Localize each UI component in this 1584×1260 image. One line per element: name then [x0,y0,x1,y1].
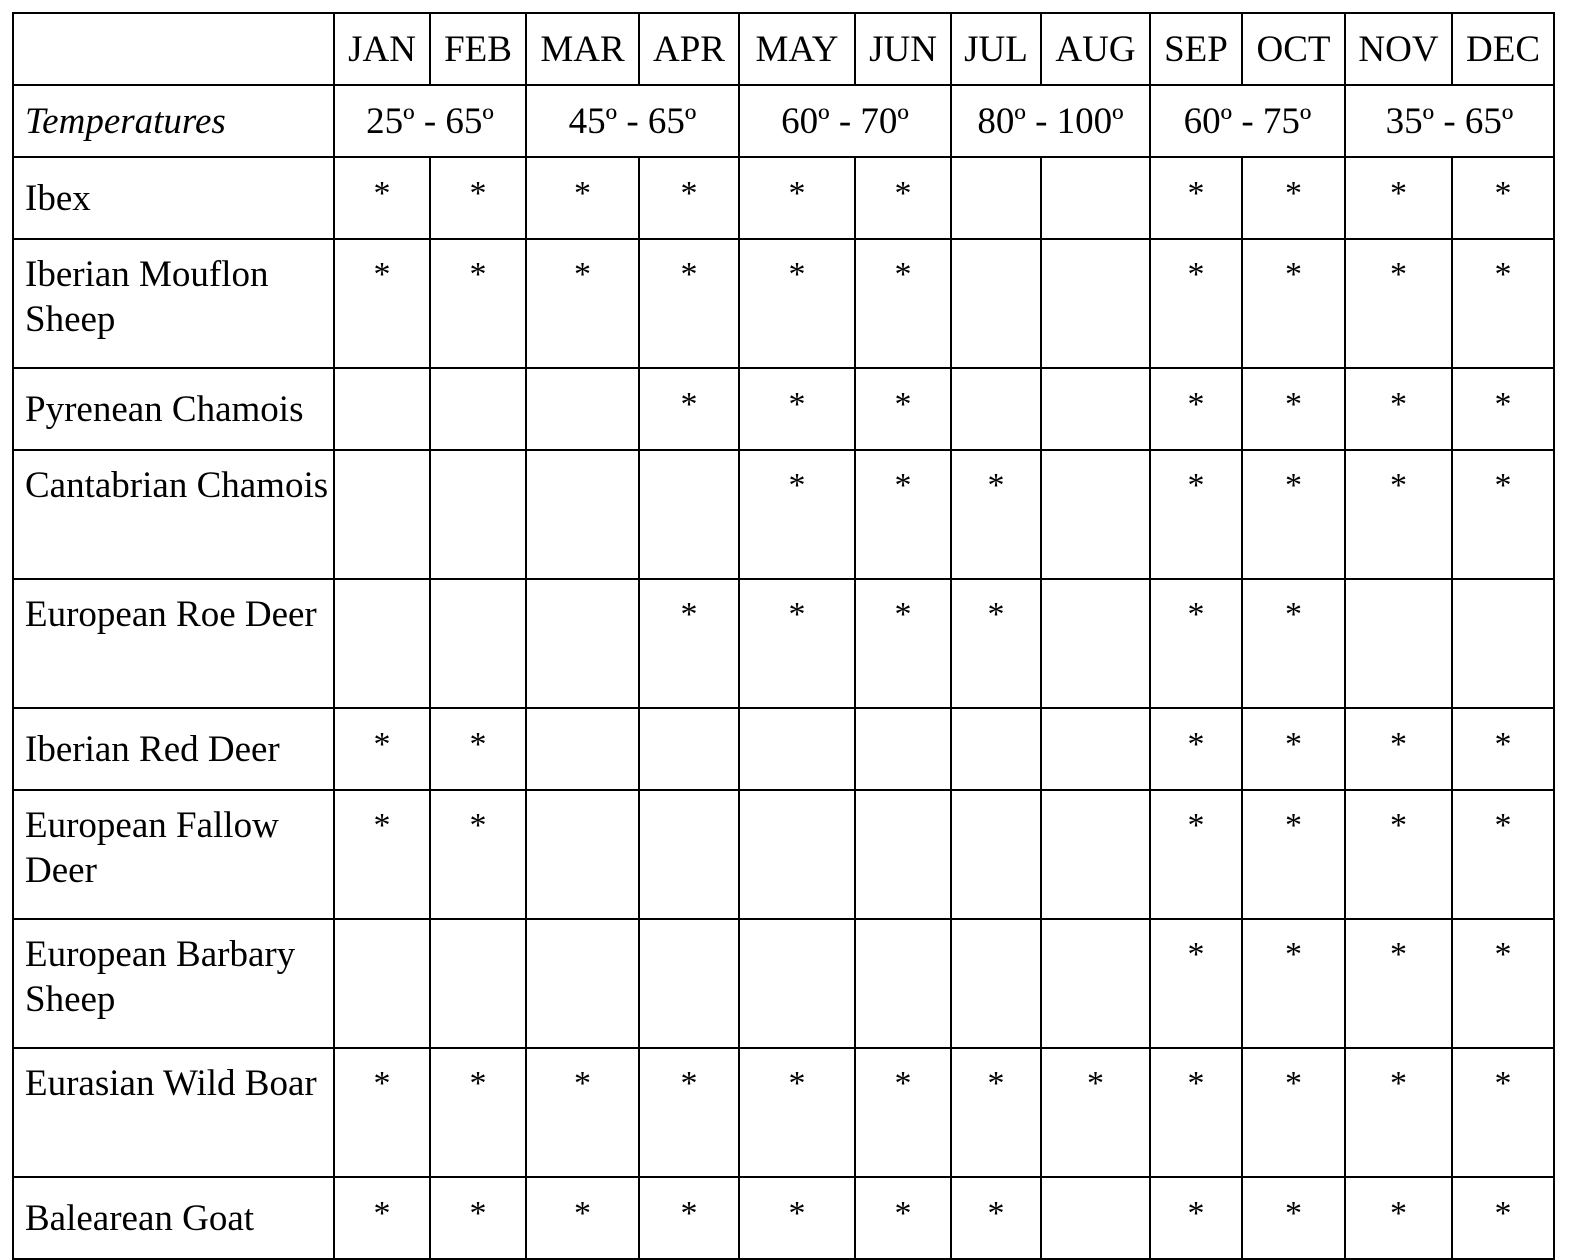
season-mark-cell [951,708,1041,790]
season-mark-cell: * [639,157,739,239]
season-mark-cell: * [334,239,430,368]
season-mark-cell: * [1150,919,1242,1048]
species-name: European Barbary Sheep [13,919,334,1048]
season-mark-cell: * [526,1048,639,1177]
season-mark-cell: * [1041,1048,1150,1177]
month-header-row [13,13,1554,85]
season-mark-cell [526,368,639,450]
species-row [13,579,1554,708]
season-mark-cell: * [334,708,430,790]
season-mark-cell: * [430,790,526,919]
season-mark-cell: * [1345,1048,1452,1177]
season-mark-cell: * [430,157,526,239]
season-mark-cell [1345,579,1452,708]
season-mark-cell [739,708,855,790]
season-mark-cell: * [1452,1048,1554,1177]
season-mark-cell: * [526,239,639,368]
season-mark-cell: * [1150,790,1242,919]
season-mark-cell: * [951,1048,1041,1177]
season-mark-cell: * [1345,919,1452,1048]
season-mark-cell [951,790,1041,919]
temperature-range-jan-feb: 25º - 65º [334,85,526,157]
month-header-mar: MAR [526,13,639,85]
season-mark-cell: * [1150,450,1242,579]
season-mark-cell [739,790,855,919]
season-mark-cell: * [1345,1177,1452,1259]
season-mark-cell [526,450,639,579]
season-mark-cell [639,790,739,919]
season-mark-cell: * [526,157,639,239]
season-mark-cell [1041,157,1150,239]
species-row [13,919,1554,1048]
species-row [13,368,1554,450]
season-mark-cell: * [1150,1048,1242,1177]
season-mark-cell: * [1452,157,1554,239]
season-mark-cell: * [739,579,855,708]
species-name: Cantabrian Chamois [13,450,334,579]
season-mark-cell: * [1242,368,1345,450]
species-row [13,157,1554,239]
season-mark-cell: * [1150,157,1242,239]
season-mark-cell: * [430,239,526,368]
month-header-jan: JAN [334,13,430,85]
season-mark-cell: * [639,1048,739,1177]
season-mark-cell: * [1452,790,1554,919]
season-mark-cell: * [855,157,951,239]
month-header-feb: FEB [430,13,526,85]
season-mark-cell: * [1150,708,1242,790]
season-mark-cell: * [430,1177,526,1259]
month-header-sep: SEP [1150,13,1242,85]
season-mark-cell: * [1242,450,1345,579]
month-header-may: MAY [739,13,855,85]
season-mark-cell: * [1345,239,1452,368]
season-mark-cell: * [1242,919,1345,1048]
season-mark-cell: * [739,1048,855,1177]
season-mark-cell: * [1242,708,1345,790]
month-header-apr: APR [639,13,739,85]
season-mark-cell [430,450,526,579]
season-mark-cell [334,579,430,708]
season-mark-cell: * [334,790,430,919]
season-mark-cell: * [1345,790,1452,919]
season-mark-cell: * [739,157,855,239]
temperature-range-sep-oct: 60º - 75º [1150,85,1345,157]
temperature-range-nov-dec: 35º - 65º [1345,85,1554,157]
season-mark-cell: * [334,1177,430,1259]
season-mark-cell [855,790,951,919]
species-row [13,239,1554,368]
season-mark-cell [430,919,526,1048]
species-name: European Fallow Deer [13,790,334,919]
month-header-jun: JUN [855,13,951,85]
season-mark-cell: * [1150,579,1242,708]
season-mark-cell [526,790,639,919]
temperature-range-mar-apr: 45º - 65º [526,85,739,157]
season-mark-cell: * [1345,368,1452,450]
season-mark-cell [334,368,430,450]
species-name: Iberian Red Deer [13,708,334,790]
season-mark-cell: * [855,368,951,450]
season-mark-cell: * [1242,579,1345,708]
season-mark-cell: * [739,1177,855,1259]
season-mark-cell: * [1452,368,1554,450]
season-mark-cell [739,919,855,1048]
season-mark-cell [951,368,1041,450]
season-mark-cell: * [1452,708,1554,790]
season-mark-cell: * [855,1177,951,1259]
season-mark-cell: * [739,368,855,450]
season-mark-cell [526,708,639,790]
season-mark-cell [1041,450,1150,579]
temperature-label: Temperatures [13,85,334,157]
season-mark-cell: * [639,1177,739,1259]
temperature-range-may-jun: 60º - 70º [739,85,951,157]
season-mark-cell [639,919,739,1048]
month-header-oct: OCT [1242,13,1345,85]
season-mark-cell: * [1242,157,1345,239]
month-header-aug: AUG [1041,13,1150,85]
species-row [13,1177,1554,1259]
season-mark-cell: * [739,450,855,579]
season-mark-cell: * [430,708,526,790]
season-mark-cell: * [951,1177,1041,1259]
season-mark-cell: * [1345,708,1452,790]
season-mark-cell: * [951,579,1041,708]
season-mark-cell: * [1242,1177,1345,1259]
season-mark-cell [430,368,526,450]
month-header-dec: DEC [1452,13,1554,85]
season-mark-cell: * [639,579,739,708]
season-mark-cell: * [1345,450,1452,579]
species-name: Ibex [13,157,334,239]
season-mark-cell [526,919,639,1048]
month-header-nov: NOV [1345,13,1452,85]
season-mark-cell: * [739,239,855,368]
season-mark-cell [1452,579,1554,708]
season-mark-cell: * [526,1177,639,1259]
season-mark-cell [639,450,739,579]
season-mark-cell [855,919,951,1048]
species-name: Iberian Mouflon Sheep [13,239,334,368]
season-mark-cell: * [1452,1177,1554,1259]
season-mark-cell [1041,919,1150,1048]
season-mark-cell: * [1242,790,1345,919]
season-mark-cell: * [855,1048,951,1177]
species-row [13,708,1554,790]
species-name: Balearean Goat [13,1177,334,1259]
season-mark-cell [639,708,739,790]
season-mark-cell: * [639,368,739,450]
season-mark-cell [951,157,1041,239]
season-mark-cell [1041,1177,1150,1259]
season-mark-cell: * [1150,368,1242,450]
hunting-season-table [12,12,1555,1260]
season-mark-cell: * [1452,450,1554,579]
season-mark-cell: * [639,239,739,368]
species-name: Eurasian Wild Boar [13,1048,334,1177]
species-row [13,790,1554,919]
season-mark-cell: * [1150,239,1242,368]
season-mark-cell [334,450,430,579]
temperature-range-jul-aug: 80º - 100º [951,85,1150,157]
season-mark-cell: * [855,579,951,708]
season-mark-cell: * [951,450,1041,579]
season-mark-cell [1041,790,1150,919]
season-mark-cell: * [1452,239,1554,368]
season-mark-cell [334,919,430,1048]
season-mark-cell: * [855,450,951,579]
temperature-row [13,85,1554,157]
species-name: Pyrenean Chamois [13,368,334,450]
season-mark-cell [430,579,526,708]
season-mark-cell: * [334,157,430,239]
species-name: European Roe Deer [13,579,334,708]
month-header-jul: JUL [951,13,1041,85]
season-mark-cell [1041,239,1150,368]
season-mark-cell: * [1242,239,1345,368]
species-row [13,1048,1554,1177]
season-mark-cell [1041,708,1150,790]
season-mark-cell [855,708,951,790]
season-mark-cell [1041,368,1150,450]
season-mark-cell: * [1345,157,1452,239]
season-mark-cell [951,239,1041,368]
season-mark-cell: * [1452,919,1554,1048]
corner-cell [13,13,334,85]
species-row [13,450,1554,579]
season-mark-cell [1041,579,1150,708]
season-mark-cell: * [1242,1048,1345,1177]
season-mark-cell [526,579,639,708]
season-mark-cell: * [855,239,951,368]
season-mark-cell: * [430,1048,526,1177]
season-mark-cell: * [334,1048,430,1177]
season-mark-cell: * [1150,1177,1242,1259]
season-mark-cell [951,919,1041,1048]
